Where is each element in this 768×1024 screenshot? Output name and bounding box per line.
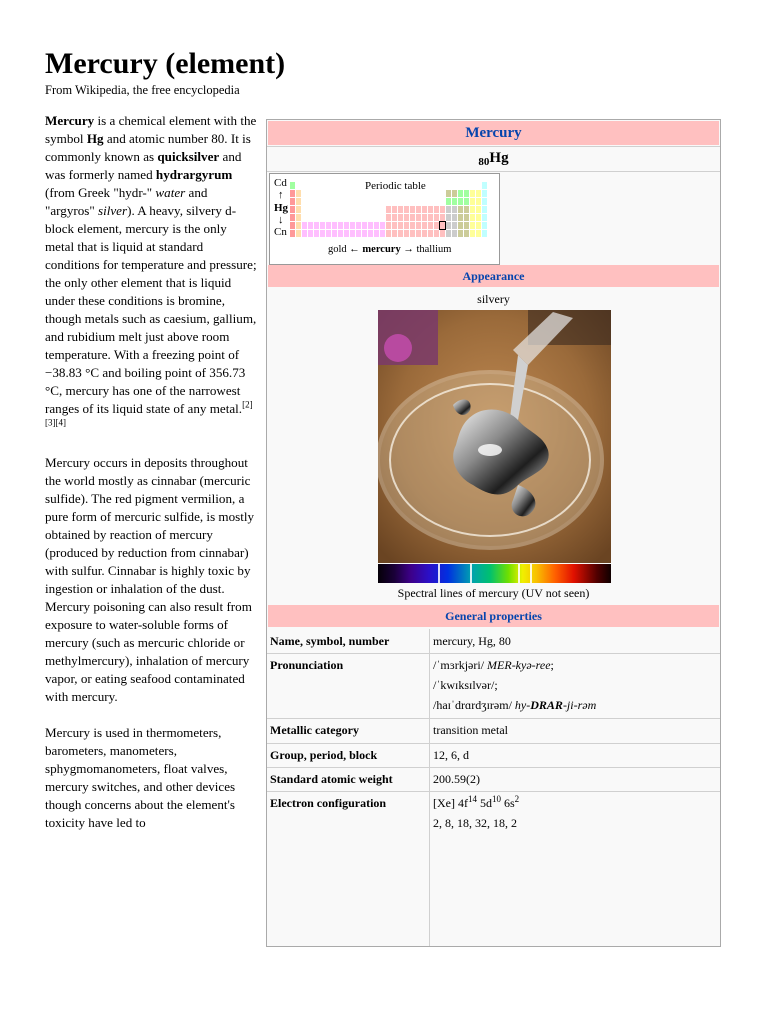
periodic-cell — [440, 214, 445, 221]
periodic-cell — [410, 214, 415, 221]
periodic-cell — [392, 222, 397, 229]
periodic-cell — [290, 206, 295, 213]
term-quicksilver: quicksilver — [157, 149, 220, 164]
property-key: Standard atomic weight — [270, 772, 393, 786]
periodic-cell — [344, 222, 349, 229]
periodic-cell — [446, 190, 451, 197]
infobox — [266, 119, 721, 947]
infobox-divider — [267, 171, 720, 172]
infobox-symbol — [267, 148, 720, 172]
periodic-cell — [422, 222, 427, 229]
periodic-cell — [416, 222, 421, 229]
row-divider — [267, 653, 720, 654]
periodic-cell — [476, 190, 481, 197]
periodic-cell — [410, 230, 415, 237]
periodic-cell — [428, 230, 433, 237]
periodic-cell — [296, 230, 301, 237]
infobox-title[interactable]: Mercury — [268, 121, 719, 145]
periodic-cell — [452, 222, 457, 229]
paragraph-occurrence: Mercury occurs in deposits throughout the world mostly as cinnabar (mercuric sulfide). The red pigment vermilion, a pure form of mercuric sulfide, is mostly obtained by reaction of mercury (produced by reduction from cinnabar) with sulfur. Cinnabar is highly toxic by ingestion or inhalation of the dust. Mercury poisoning can also result from exposure to water-soluble forms of mercury (such as mercuric chloride or methylmercury), inhalation of mercury vapor, or eating seafood contaminated with mercury. — [45, 455, 255, 704]
periodic-table-widget[interactable] — [269, 173, 500, 265]
periodic-cell — [458, 198, 463, 205]
periodic-cell — [422, 230, 427, 237]
periodic-cell — [446, 222, 451, 229]
down-arrow-icon: ↓ — [278, 214, 284, 226]
periodic-cell — [308, 230, 313, 237]
term-hydrargyrum: hydrargyrum — [155, 167, 233, 182]
row-divider — [267, 743, 720, 744]
article-body — [45, 112, 257, 850]
up-arrow-icon: ↑ — [278, 189, 284, 201]
property-value: 200.59(2) — [433, 772, 480, 786]
periodic-cell — [386, 206, 391, 213]
electron-configuration: [Xe] $4f^{14}$ $5d^{10}$ $6s^2$ — [433, 794, 520, 810]
periodic-cell — [452, 190, 457, 197]
intro-text-2: and atomic number 80. It is commonly known as — [45, 131, 251, 164]
left-arrow-icon: ← — [346, 244, 363, 255]
periodic-cell — [398, 214, 403, 221]
periodic-cell — [362, 230, 367, 237]
periodic-cell — [386, 230, 391, 237]
electrons-per-shell: 2, 8, 18, 32, 18, 2 — [433, 816, 517, 830]
periodic-cell — [404, 206, 409, 213]
punctuation: ; — [550, 658, 554, 672]
periodic-cell — [392, 214, 397, 221]
periodic-cell — [446, 230, 451, 237]
element-current-hg: Hg — [274, 202, 289, 214]
periodic-cell — [422, 206, 427, 213]
paragraph-uses: Mercury is used in thermometers, barometers, manometers, sphygmomanometers, float valves, mercury switches, and other devices though concerns about the element's toxicity have led to — [45, 725, 236, 830]
table-column-divider — [429, 629, 430, 946]
periodic-cell — [404, 230, 409, 237]
periodic-cell — [290, 214, 295, 221]
term-mercury: Mercury — [45, 113, 95, 128]
periodic-cell — [464, 206, 469, 213]
page-subtitle: From Wikipedia, the free encyclopedia — [45, 83, 240, 97]
periodic-cell — [290, 190, 295, 197]
periodic-cell — [368, 230, 373, 237]
periodic-cell — [470, 190, 475, 197]
periodic-cell — [434, 230, 439, 237]
periodic-cell — [362, 222, 367, 229]
electron-configuration-values — [433, 793, 519, 833]
right-arrow-icon: → — [400, 244, 417, 255]
periodic-cell — [410, 222, 415, 229]
spectral-line — [438, 564, 440, 583]
periodic-cell — [446, 214, 451, 221]
row-divider — [267, 718, 720, 719]
mercury-photo-image — [378, 310, 611, 563]
periodic-cell — [416, 214, 421, 221]
periodic-cell — [470, 230, 475, 237]
periodic-cell — [464, 190, 469, 197]
periodic-cell — [428, 214, 433, 221]
intro-text-3: and was formerly named — [45, 149, 242, 182]
periodic-cell — [452, 214, 457, 221]
periodic-cell — [470, 206, 475, 213]
periodic-cell — [470, 222, 475, 229]
periodic-cell — [416, 230, 421, 237]
periodic-cell — [482, 198, 487, 205]
periodic-cell — [422, 214, 427, 221]
periodic-cell — [476, 230, 481, 237]
periodic-cell — [452, 206, 457, 213]
periodic-cell — [428, 206, 433, 213]
punctuation: ; — [494, 678, 498, 692]
property-key: Name, symbol, number — [270, 634, 390, 648]
atomic-number: 80 — [478, 156, 490, 168]
periodic-cell — [314, 222, 319, 229]
periodic-cell — [350, 230, 355, 237]
periodic-cell — [320, 230, 325, 237]
periodic-cell — [374, 222, 379, 229]
periodic-cell — [452, 198, 457, 205]
ipa-link[interactable]: /haɪˈdrɑrdʒɪrəm/ — [433, 698, 512, 712]
periodic-cell — [410, 206, 415, 213]
element-above-cd[interactable]: Cd — [274, 177, 287, 189]
property-value: mercury, Hg, 80 — [433, 634, 511, 648]
periodic-cell — [380, 230, 385, 237]
intro-text-4: (from Greek "hydr-" — [45, 185, 156, 200]
periodic-cell — [356, 230, 361, 237]
term-hg: Hg — [86, 131, 104, 146]
periodic-cell — [356, 222, 361, 229]
periodic-cell — [458, 222, 463, 229]
element-below-cn[interactable]: Cn — [274, 226, 287, 238]
infobox-divider — [267, 146, 720, 147]
periodic-cell — [458, 214, 463, 221]
periodic-cell — [440, 206, 445, 213]
ipa-link[interactable]: /ˈmɜrkjəri/ — [433, 658, 485, 672]
periodic-cell — [476, 198, 481, 205]
periodic-cell — [296, 198, 301, 205]
periodic-cell — [398, 206, 403, 213]
periodic-cell — [344, 230, 349, 237]
section-header-appearance[interactable]: Appearance — [268, 265, 719, 287]
mercury-photo[interactable] — [378, 310, 611, 563]
periodic-cell — [440, 222, 445, 229]
section-header-general-properties[interactable]: General properties — [268, 605, 719, 627]
periodic-cell — [482, 230, 487, 237]
periodic-cell — [470, 214, 475, 221]
respelling[interactable]: MER-kyə-ree — [487, 658, 551, 672]
periodic-cell — [476, 206, 481, 213]
periodic-cell — [302, 222, 307, 229]
periodic-cell — [332, 230, 337, 237]
spectral-line — [530, 564, 532, 583]
property-value[interactable]: transition metal — [433, 723, 508, 737]
row-divider — [267, 767, 720, 768]
periodic-cell — [296, 214, 301, 221]
periodic-cell — [392, 230, 397, 237]
periodic-cell — [464, 214, 469, 221]
periodic-cell — [482, 190, 487, 197]
paragraph-intro — [45, 112, 257, 436]
pronunciation-values — [433, 655, 596, 715]
property-value: 12, 6, d — [433, 748, 469, 762]
periodic-cell — [302, 230, 307, 237]
periodic-cell — [404, 222, 409, 229]
periodic-cell — [482, 182, 487, 189]
property-key: Group, period, block — [270, 748, 378, 762]
periodic-cell — [434, 214, 439, 221]
periodic-cell — [350, 222, 355, 229]
property-key: Pronunciation — [270, 658, 344, 672]
periodic-cell — [458, 206, 463, 213]
periodic-cell — [404, 214, 409, 221]
periodic-cell — [464, 198, 469, 205]
term-water: water — [155, 185, 186, 200]
periodic-cell — [338, 230, 343, 237]
periodic-cell — [338, 222, 343, 229]
mercury-spectrum[interactable] — [378, 564, 611, 583]
periodic-cell — [386, 222, 391, 229]
periodic-table-caption: Periodic table — [365, 180, 426, 192]
periodic-cell — [446, 206, 451, 213]
term-silver: silver — [98, 203, 128, 218]
periodic-cell — [332, 222, 337, 229]
current-element-name: mercury — [362, 244, 401, 255]
page-title: Mercury (element) — [45, 47, 286, 80]
neighbor-gold-link[interactable]: gold — [328, 244, 347, 255]
row-divider — [267, 791, 720, 792]
periodic-cell — [326, 222, 331, 229]
reference-links[interactable]: [2][3][4] — [45, 399, 253, 428]
periodic-cell — [290, 222, 295, 229]
periodic-cell — [470, 198, 475, 205]
periodic-cell — [374, 230, 379, 237]
intro-text-5: and "argyros" — [45, 185, 208, 218]
periodic-cell — [386, 214, 391, 221]
periodic-cell — [434, 222, 439, 229]
periodic-cell — [308, 222, 313, 229]
intro-text-6: ). A heavy, silvery d-block element, mercury is the only metal that is liquid at standard conditions for temperature and pressure; the only other element that is liquid under these conditions is bromine, though metals such as caesium, gallium, and rubidium melt just above room temperature. With a freezing point of −38.83 °C and boiling point of 356.73 °C, mercury has one of the narrowest ranges of its liquid state of any metal. — [45, 203, 257, 416]
periodic-cell — [476, 214, 481, 221]
periodic-cell — [458, 190, 463, 197]
periodic-cell — [296, 222, 301, 229]
periodic-cell — [290, 198, 295, 205]
periodic-cell — [476, 222, 481, 229]
periodic-cell — [398, 230, 403, 237]
periodic-cell — [398, 222, 403, 229]
neighbor-thallium-link[interactable]: thallium — [416, 244, 452, 255]
property-key: Metallic category — [270, 723, 359, 737]
periodic-cell — [482, 206, 487, 213]
ipa-link[interactable]: /ˈkwɪksɪlvər/ — [433, 678, 495, 692]
periodic-cell — [482, 214, 487, 221]
periodic-cell — [482, 222, 487, 229]
periodic-table-navigation — [328, 244, 451, 255]
periodic-cell — [320, 222, 325, 229]
respelling[interactable]: hy-DRAR-ji-rəm — [514, 698, 597, 712]
periodic-cell — [464, 230, 469, 237]
periodic-cell — [446, 198, 451, 205]
periodic-cell — [464, 222, 469, 229]
periodic-cell — [440, 230, 445, 237]
periodic-cell — [368, 222, 373, 229]
intro-text-1: is a chemical element with the symbol — [45, 113, 257, 146]
periodic-cell — [428, 222, 433, 229]
periodic-cell — [392, 206, 397, 213]
periodic-cell — [452, 230, 457, 237]
periodic-cell — [290, 230, 295, 237]
periodic-cell — [326, 230, 331, 237]
periodic-cell — [380, 222, 385, 229]
spectral-line — [470, 564, 472, 583]
appearance-value: silvery — [477, 292, 510, 306]
periodic-cell — [314, 230, 319, 237]
spectrum-caption: Spectral lines of mercury (UV not seen) — [397, 586, 590, 600]
periodic-cell — [416, 206, 421, 213]
element-symbol: Hg — [489, 150, 509, 166]
periodic-cell — [290, 182, 295, 189]
property-key: Electron configuration — [270, 796, 387, 810]
periodic-cell — [296, 190, 301, 197]
periodic-cell — [434, 206, 439, 213]
periodic-cell — [296, 206, 301, 213]
periodic-cell — [458, 230, 463, 237]
spectral-line — [518, 564, 520, 583]
